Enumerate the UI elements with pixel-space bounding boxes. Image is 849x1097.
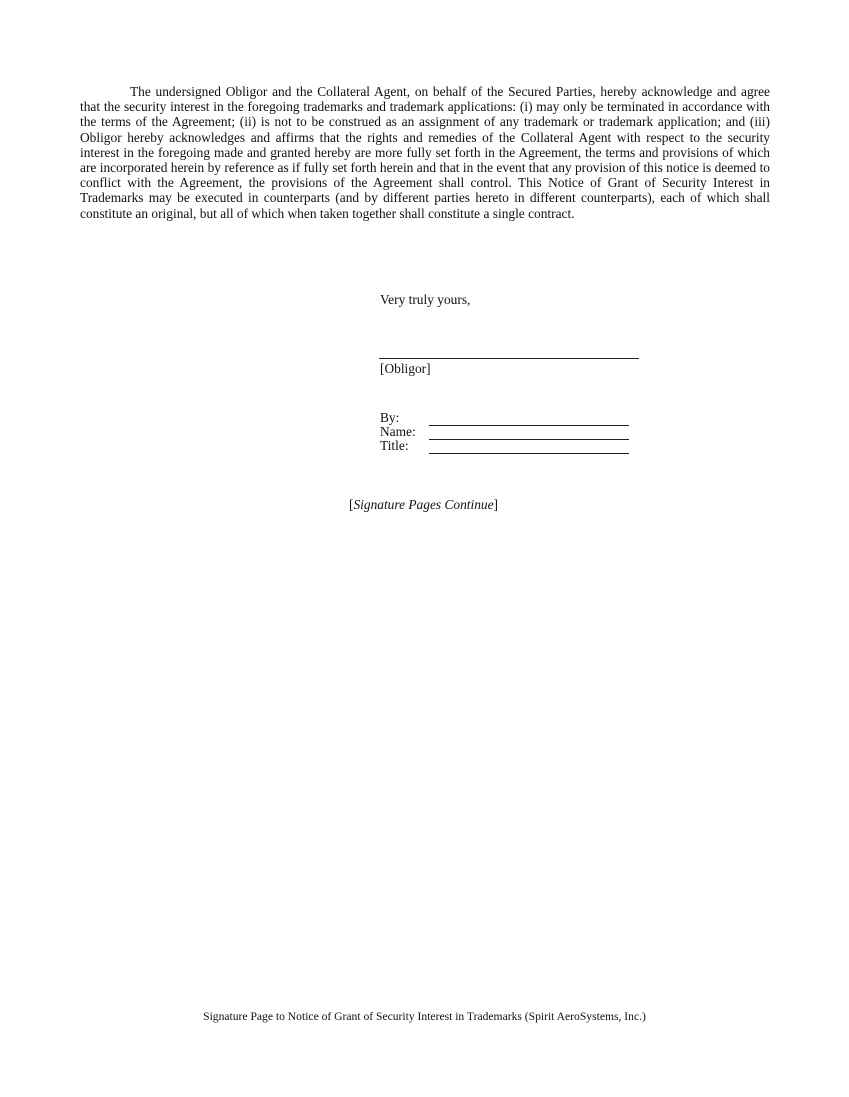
- continue-close-bracket: ]: [493, 497, 499, 512]
- signature-fields: [380, 412, 629, 454]
- field-blank-by: [429, 414, 629, 426]
- signatory-label: [Obligor]: [380, 361, 431, 376]
- field-blank-name: [429, 428, 629, 440]
- continue-open-bracket: [: [348, 497, 354, 512]
- closing-line: Very truly yours,: [380, 292, 471, 307]
- signature-line: [379, 358, 639, 359]
- body-paragraph: The undersigned Obligor and the Collateral Agent, on behalf of the Secured Parties, hereby acknowledge and agree that the security interest in the foregoing trademarks and trademark applications: (i) may only be terminated in accordance with the terms of the Agreement; (ii) is not to be construed as an assignment of any trademark or trademark application; and (iii) Obligor hereby acknowledges and affirms that the rights and remedies of the Collateral Agent with respect to the security interest in the foregoing made and granted hereby are more fully set forth in the Agreement, the terms and provisions of which are incorporated herein by reference as if fully set forth herein and that in the event that any provision of this notice is deemed to conflict with the Agreement, the provisions of the Agreement shall control. This Notice of Grant of Security Interest in Trademarks may be executed in counterparts (and by different parties hereto in different counterparts), each of which shall constitute an original, but all of which when taken together shall constitute a single contract.: [80, 84, 770, 221]
- field-label-title: Title:: [380, 438, 409, 453]
- field-blank-title: [429, 442, 629, 454]
- field-label-name: Name:: [380, 424, 416, 439]
- page-footer: Signature Page to Notice of Grant of Security Interest in Trademarks (Spirit AeroSystems, Inc.): [203, 1010, 646, 1023]
- continue-text: Signature Pages Continue: [353, 497, 494, 512]
- field-label-by: By:: [380, 410, 400, 425]
- signature-pages-continue: [0, 497, 849, 513]
- field-row-title: [380, 440, 629, 454]
